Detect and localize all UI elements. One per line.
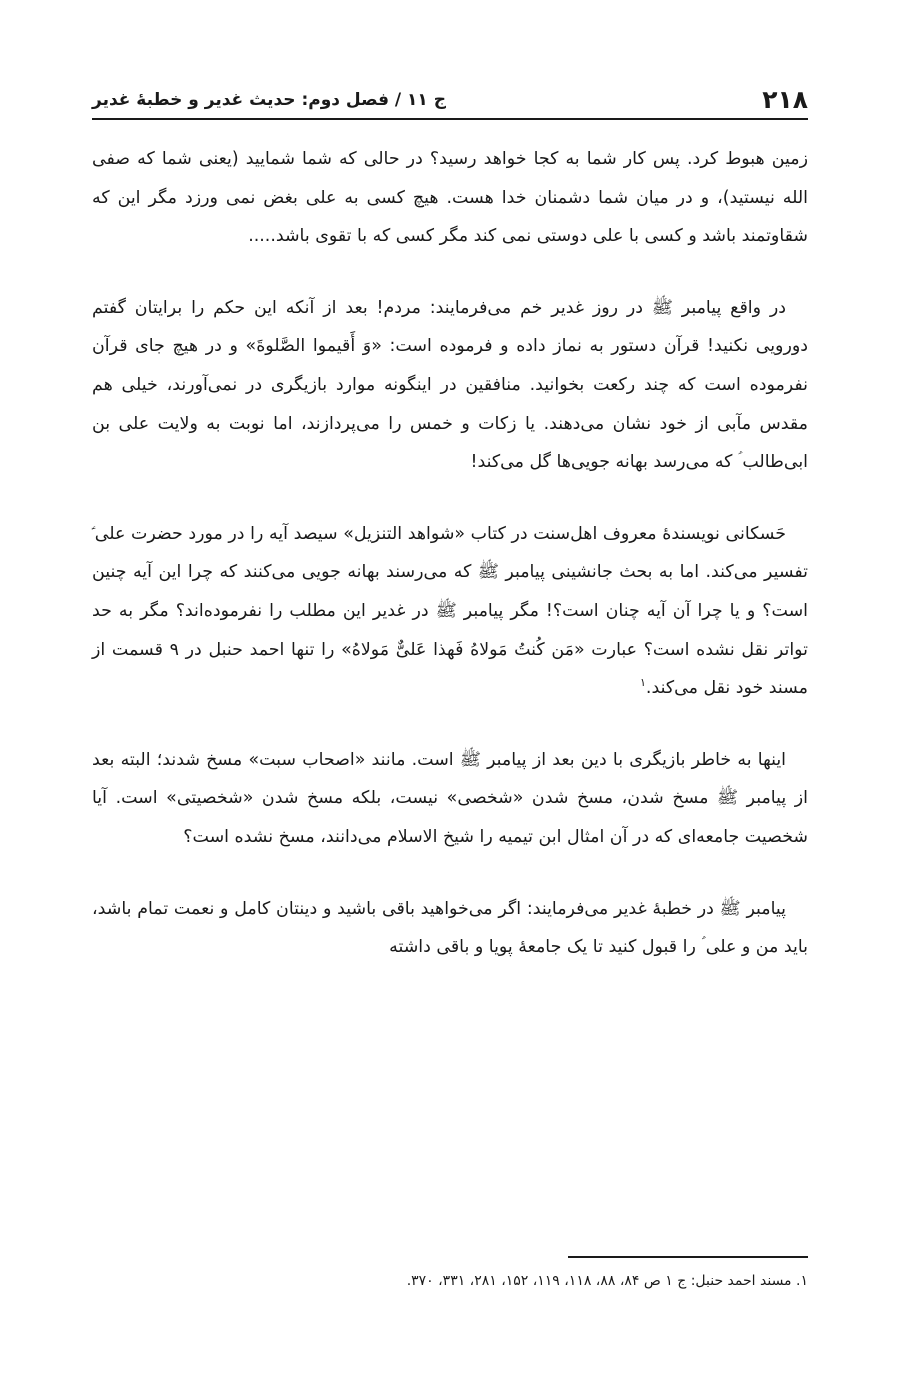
- footnote: ۱. مسند احمد حنبل: ج ۱ ص ۸۴، ۸۸، ۱۱۸، ۱۱۹، ۱۵۲، ۲۸۱، ۳۳۱، ۳۷۰.: [406, 1273, 808, 1289]
- paragraph-3-text: حَسکانی نویسندهٔ معروف اهل‌سنت در کتاب «شواهد التنزیل» سیصد آیه را در مورد حضرت علی ؑ تفسیر می‌کند. اما به بحث جانشینی پیامبر ﷺ که می‌رسند بهانه جویی می‌کنند که چرا این آیه چنین است؟ و یا چرا آن آیه چنان است؟! مگر پیامبر ﷺ در غدیر این مطلب را نفرموده‌اند؟ مگر به حد تواتر نقل نشده است؟ عبارت «مَن کُنتُ مَولاهُ فَهذا عَلیٌّ مَولاهُ» را تنها احمد حنبل در ۹ قسمت از مسند خود نقل می‌کند.: [92, 523, 808, 699]
- page-number: ۲۱۸: [762, 85, 808, 114]
- page-header: [92, 70, 808, 120]
- main-text: [92, 140, 808, 967]
- paragraph-4: اینها به خاطر بازیگری با دین بعد از پیامبر ﷺ است. مانند «اصحاب سبت» مسخ شدند؛ البته بعد از پیامبر ﷺ مسخ شدن، مسخ شدن «شخصی» نیست، بلکه مسخ شدن «شخصیتی» است. آیا شخصیت جامعه‌ای که در آن امثال ابن تیمیه را شیخ الاسلام می‌دانند، مسخ نشده است؟: [92, 749, 808, 847]
- running-title: ج ۱۱ / فصل دوم: حدیث غدیر و خطبهٔ غدیر: [92, 90, 446, 110]
- footnote-marker: ۱: [640, 676, 646, 690]
- paragraph-3: [92, 515, 808, 708]
- paragraph-1: زمین هبوط کرد. پس کار شما به کجا خواهد رسید؟ در حالی که شما شمایید (یعنی شما که صفی الله نیستید)، و در میان شما دشمنان خدا هست. هیچ کسی به علی بغض نمی ورزد مگر این که شقاوتمند باشد و کسی با علی دوستی نمی کند مگر کسی که با تقوی باشد.....: [92, 149, 808, 247]
- footnote-divider: [568, 1256, 808, 1258]
- paragraph-5: پیامبر ﷺ در خطبهٔ غدیر می‌فرمایند: اگر می‌خواهید باقی باشید و دینتان کامل و نعمت تمام باشد، باید من و علی ؑ را قبول کنید تا یک جامعهٔ پویا و باقی داشته: [92, 898, 808, 958]
- paragraph-2: در واقع پیامبر ﷺ در روز غدیر خم می‌فرمایند: مردم! بعد از آنکه این حکم را برایتان گفتم دورویی نکنید! قرآن دستور به نماز داده و فرموده است: «وَ أَقیموا الصَّلوةَ» و در هیچ جای قرآن نفرموده است که چند رکعت بخوانید. منافقین در اینگونه موارد بازیگری در نمی‌آورند، خیلی هم مقدس مآبی از خود نشان می‌دهند. یا زکات و خمس را می‌پردازند، اما نوبت به ولایت علی بن ابی‌طالب ؑ که می‌رسد بهانه جویی‌ها گل می‌کند!: [92, 297, 808, 473]
